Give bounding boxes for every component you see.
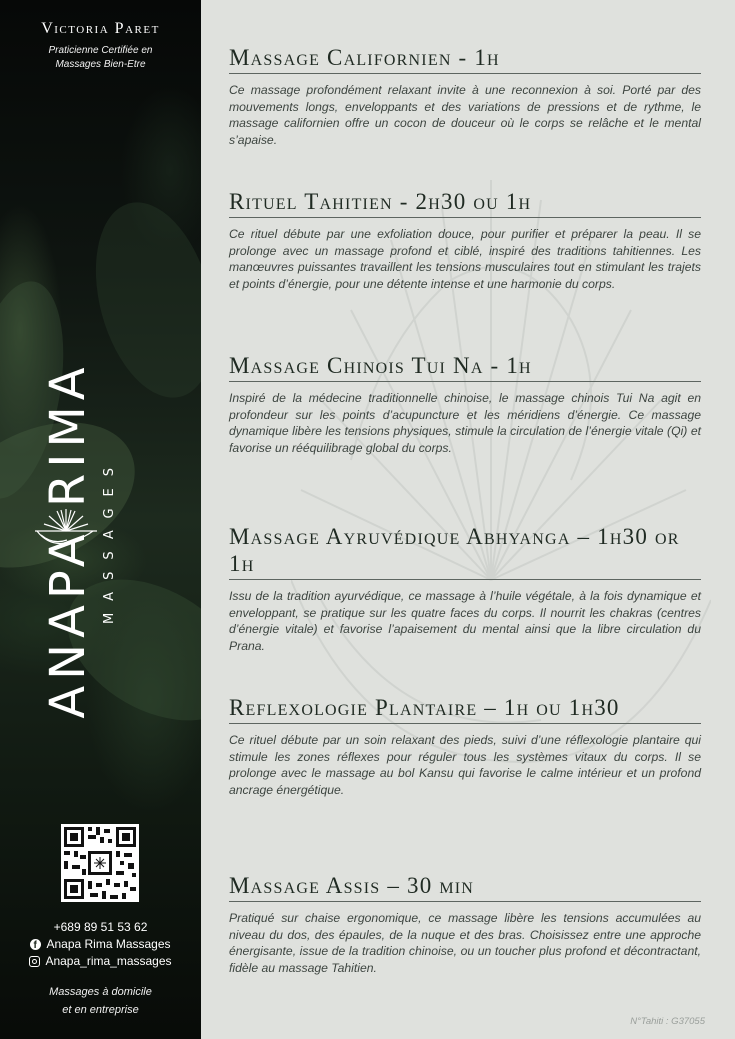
service-californien [229,44,701,148]
service-description: Ce rituel débute par une exfoliation douce, pour purifier et préparer la peau. Il se prolonge avec un massage profond et ciblé, inspiré des traditions tahitiennes. Les manœuvres puissantes travaillent les tensions musculaires tout en stimulant les trajets et points d’énergie, pour une détente intense et une harmonie du corps. [229,227,701,291]
title-line-2: Massages Bien-Etre [55,59,146,70]
service-description: Ce massage profondément relaxant invite à une reconnexion à soi. Porté par des mouvements longs, enveloppants et des variations de pressions et de rythme, le massage californien offre un cocon de douceur où le corps se relâche et le mental s’apaise. [229,83,701,147]
service-title: Massage Chinois Tui Na - 1h [229,352,701,382]
service-description: Inspiré de la médecine traditionnelle chinoise, le massage chinois Tui Na agit en profondeur sur les points d’acupuncture et les méridiens d’énergie. Ce massage dynamique libère les tensions physiques, stimule la circulation de l’énergie vitale (Qi) et favorise un rééquilibrage global du corps. [229,391,701,455]
service-title: Massage Ayruvédique Abhyanga – 1h30 or 1h [229,523,701,580]
service-description: Ce rituel débute par un soin relaxant des pieds, suivi d’une réflexologie plantaire qui stimule les zones réflexes pour réguler tous les systèmes vitaux du corps. Il se prolonge avec le massage au bol Kansu qui favorise le calme intérieur et un profond ancrage énergétique. [229,733,701,797]
title-line-1: Praticienne Certifiée en [48,45,153,56]
service-massage-assis [229,872,701,976]
phone-row[interactable] [0,919,201,936]
facebook-icon [30,939,41,950]
brand-subtitle: MASSAGES [102,455,117,625]
instagram-row[interactable] [0,953,201,970]
instagram-handle[interactable]: Anapa_rima_massages [45,954,172,968]
qr-code-icon[interactable] [61,824,139,902]
services-panel [201,0,735,1039]
practitioner-name: Victoria Paret [41,20,160,37]
service-tui-na [229,352,701,456]
phone-number[interactable]: +689 89 51 53 62 [53,920,148,934]
service-title: Massage Californien - 1h [229,44,701,74]
service-rituel-tahitien [229,188,701,292]
service-abhyanga [229,523,701,654]
contact-info [0,919,201,970]
instagram-icon [29,956,40,967]
service-area [0,983,201,1019]
service-description: Pratiqué sur chaise ergonomique, ce massage libère les tensions accumulées au niveau du dos, des épaules, de la nuque et des bras. Choisissez entre une approche énergisante, issue de la tradition chinoise, ou un toucher plus profond et décontractant, fidèle au massage Tahitien. [229,911,701,975]
service-title: Reflexologie Plantaire – 1h ou 1h30 [229,694,701,724]
facebook-handle[interactable]: Anapa Rima Massages [46,937,171,951]
service-area-line-1: Massages à domicile [49,986,152,998]
service-reflexologie [229,694,701,798]
sidebar [0,0,201,1039]
brand-name: ANAPA RIMA [40,361,96,719]
facebook-row[interactable] [0,936,201,953]
service-title: Rituel Tahitien - 2h30 ou 1h [229,188,701,218]
service-area-line-2: et en entreprise [62,1004,139,1016]
registration-number: N°Tahiti : G37055 [630,1016,705,1027]
practitioner-title [0,44,201,72]
sun-wing-logo-icon [33,505,99,551]
service-title: Massage Assis – 30 min [229,872,701,902]
service-description: Issu de la tradition ayurvédique, ce massage à l’huile végétale, à la fois dynamique et enveloppant, se pratique sur les quatre faces du corps. Il nourrit les chakras (centres d’énergie vitale) et favorise l’apaisement du mental ainsi que la libre circulation du Prana. [229,589,701,653]
